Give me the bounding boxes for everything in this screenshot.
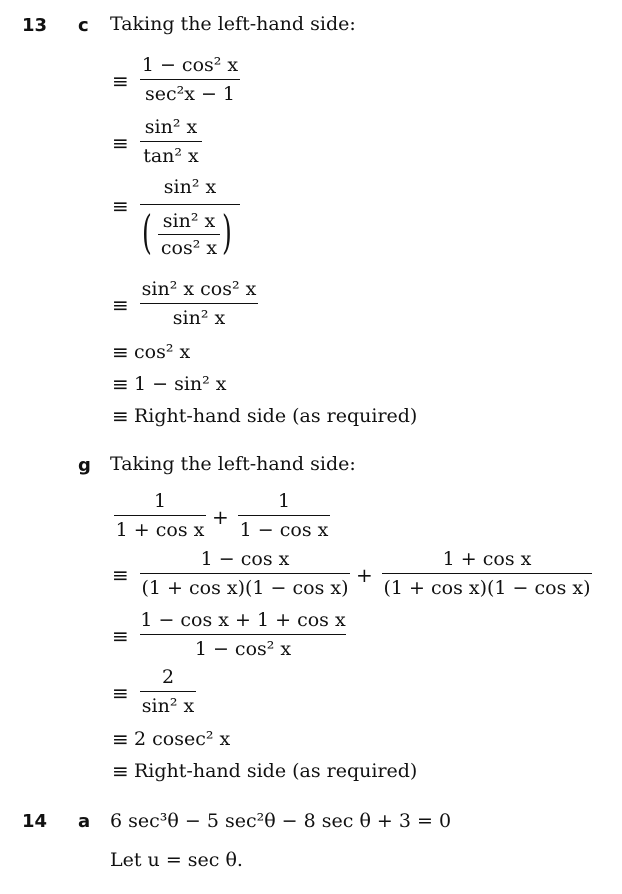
fraction-bar xyxy=(140,573,350,574)
fraction-bar xyxy=(140,303,258,304)
denominator: 1 + cos x xyxy=(115,519,205,541)
fraction xyxy=(140,666,196,717)
math-expression: cos² x xyxy=(134,341,191,363)
denominator: sin² x xyxy=(141,695,195,717)
plus-sign: + xyxy=(356,563,373,587)
conclusion-text: Right-hand side (as required) xyxy=(134,760,418,782)
fraction-bar xyxy=(140,141,202,142)
denominator: 1 − cos² x xyxy=(194,638,292,660)
question-part-label: c xyxy=(78,15,89,36)
fraction xyxy=(114,490,206,541)
intro-text: Taking the left-hand side: xyxy=(110,13,356,35)
numerator: sin² x xyxy=(144,116,198,138)
substitution-text: Let u = sec θ. xyxy=(110,849,243,871)
numerator: 1 xyxy=(153,490,167,512)
math-expression: 2 cosec² x xyxy=(134,728,231,750)
numerator: sin² x cos² x xyxy=(141,278,257,300)
denominator: sin² x xyxy=(172,307,226,329)
inner-fraction xyxy=(158,210,220,259)
numerator: 1 − cos x + 1 + cos x xyxy=(140,609,346,631)
numerator: sin² x xyxy=(163,176,217,198)
fraction xyxy=(238,490,330,541)
fraction xyxy=(140,278,258,329)
question-number: 14 xyxy=(22,811,48,832)
equiv-symbol: ≡ xyxy=(112,69,129,93)
fraction xyxy=(382,548,592,599)
denominator: tan² x xyxy=(143,145,199,167)
equation: 6 sec³θ − 5 sec²θ − 8 sec θ + 3 = 0 xyxy=(110,810,452,832)
denominator: (1 + cos x)(1 − cos x) xyxy=(383,577,591,599)
equiv-symbol: ≡ xyxy=(112,404,129,428)
equiv-symbol: ≡ xyxy=(112,563,129,587)
equiv-symbol: ≡ xyxy=(112,727,129,751)
denominator: sec²x − 1 xyxy=(144,83,236,105)
numerator: 1 − cos² x xyxy=(141,54,239,76)
denominator: cos² x xyxy=(160,237,218,259)
numerator: 2 xyxy=(161,666,175,688)
equiv-symbol: ≡ xyxy=(112,293,129,317)
numerator: 1 − cos x xyxy=(200,548,290,570)
fraction-bar xyxy=(140,691,196,692)
numerator: sin² x xyxy=(162,210,216,232)
question-number: 13 xyxy=(22,15,48,36)
denominator: (1 + cos x)(1 − cos x) xyxy=(141,577,349,599)
math-expression: 1 − sin² x xyxy=(134,373,227,395)
equiv-symbol: ≡ xyxy=(112,759,129,783)
equiv-symbol: ≡ xyxy=(112,681,129,705)
numerator: 1 xyxy=(277,490,291,512)
right-paren: ) xyxy=(222,205,232,259)
denominator: 1 − cos x xyxy=(239,519,329,541)
fraction-bar xyxy=(114,515,206,516)
left-paren: ( xyxy=(142,205,152,259)
fraction-bar xyxy=(382,573,592,574)
fraction xyxy=(140,548,350,599)
question-part-label: a xyxy=(78,811,91,832)
equiv-symbol: ≡ xyxy=(112,131,129,155)
plus-sign: + xyxy=(212,505,229,529)
equiv-symbol: ≡ xyxy=(112,194,129,218)
equiv-symbol: ≡ xyxy=(112,372,129,396)
equiv-symbol: ≡ xyxy=(112,340,129,364)
equiv-symbol: ≡ xyxy=(112,624,129,648)
fraction xyxy=(140,609,346,660)
question-part-label: g xyxy=(78,455,91,476)
fraction xyxy=(140,54,240,105)
conclusion-text: Right-hand side (as required) xyxy=(134,405,418,427)
fraction-bar xyxy=(158,234,220,235)
intro-text: Taking the left-hand side: xyxy=(110,453,356,475)
fraction xyxy=(140,116,202,167)
fraction-bar xyxy=(140,79,240,80)
fraction-bar xyxy=(140,634,346,635)
fraction-bar xyxy=(238,515,330,516)
numerator: 1 + cos x xyxy=(442,548,532,570)
